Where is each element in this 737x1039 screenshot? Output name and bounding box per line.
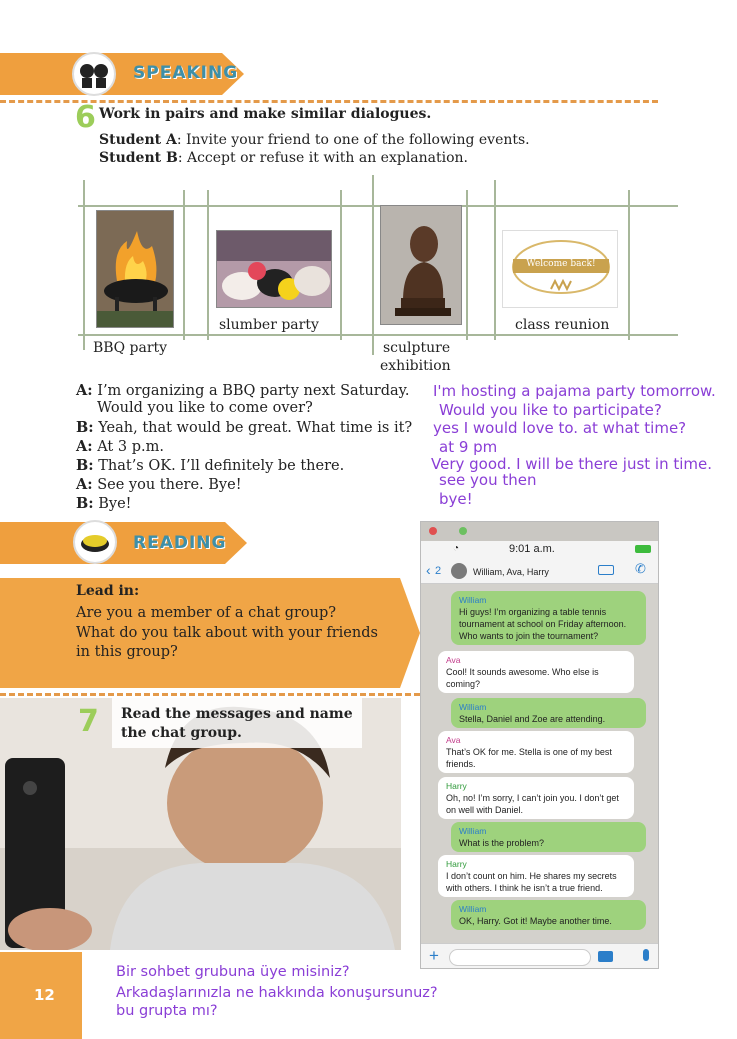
- welcome-back-banner-text: Welcome back!: [526, 259, 596, 269]
- grid-line: [207, 190, 209, 340]
- class-reunion-caption: class reunion: [515, 317, 610, 333]
- lead-in-title: Lead in:: [76, 583, 140, 599]
- chat-message: [438, 651, 634, 693]
- status-time: 9:01 a.m.: [509, 543, 555, 555]
- speaker-b: B:: [76, 457, 94, 474]
- task-7-title-line2: the chat group.: [121, 725, 242, 741]
- translation-line-1: Bir sohbet grubuna üye misiniz?: [116, 964, 350, 980]
- student-b-line: [99, 149, 468, 168]
- red-dot-icon: [429, 527, 437, 535]
- sculpture-caption-line2: exhibition: [380, 358, 451, 374]
- message-sender: Harry: [446, 859, 467, 869]
- message-sender: William: [459, 826, 487, 836]
- message-text: OK, Harry. Got it! Maybe another time.: [459, 916, 612, 926]
- speaker-a: A:: [76, 438, 93, 455]
- dialogue-text: See you there. Bye!: [97, 477, 242, 493]
- handwritten-line-1: I'm hosting a pajama party tomorrow.: [433, 382, 716, 400]
- speaking-divider: [0, 100, 658, 103]
- microphone-icon[interactable]: [643, 949, 649, 961]
- lead-in-question-3: in this group?: [76, 644, 178, 660]
- dialogue-text: Would you like to come over?: [97, 400, 313, 416]
- message-text: That’s OK for me. Stella is one of my best: [446, 747, 612, 757]
- chat-header: [421, 559, 659, 584]
- handwritten-line-2: Would you like to participate?: [439, 401, 662, 419]
- dialogue-text: That’s OK. I’ll definitely be there.: [98, 458, 345, 474]
- translation-line-3: bu grupta mı?: [116, 1003, 218, 1019]
- task-7-title-line1: Read the messages and name: [121, 706, 353, 722]
- message-sender: Ava: [446, 655, 461, 665]
- message-text: Cool! It sounds awesome. Who else is: [446, 667, 599, 677]
- phone-call-icon[interactable]: ✆: [635, 561, 646, 576]
- student-a-text: : Invite your friend to one of the following events.: [176, 132, 530, 148]
- group-members: William, Ava, Harry: [473, 567, 549, 577]
- message-sender: William: [459, 702, 487, 712]
- handwritten-line-5: Very good. I will be there just in time.: [431, 455, 713, 473]
- dialogue-line-7: [76, 494, 131, 514]
- phone-status-bar: [421, 541, 659, 559]
- message-text: coming?: [446, 679, 481, 689]
- reading-icon: [73, 520, 117, 564]
- student-a-label: Student A: [99, 132, 177, 148]
- chat-message: [438, 731, 634, 773]
- slumber-party-photo: [216, 230, 332, 308]
- message-text: Oh, no! I’m sorry, I can’t join you. I don’t get: [446, 793, 619, 803]
- grid-line: [78, 334, 678, 336]
- phone-top-bar: [421, 522, 659, 541]
- student-b-text: : Accept or refuse it with an explanation.: [177, 150, 469, 166]
- video-call-icon[interactable]: [598, 565, 614, 575]
- message-text: on well with Daniel.: [446, 805, 524, 815]
- grid-line: [628, 190, 630, 340]
- reading-title: READING: [133, 533, 227, 553]
- chat-message: [451, 591, 646, 645]
- lead-in-question-1: Are you a member of a chat group?: [76, 605, 337, 621]
- grid-line: [466, 190, 468, 340]
- grid-line: [494, 180, 496, 340]
- grid-line: [372, 175, 374, 355]
- sculpture-exhibition-photo: [380, 205, 462, 325]
- chat-message: [451, 698, 646, 728]
- dialogue-text: I’m organizing a BBQ party next Saturday.: [97, 383, 410, 399]
- message-sender: William: [459, 904, 487, 914]
- wifi-icon: ◔: [453, 543, 460, 554]
- task-7-number: 7: [78, 704, 99, 739]
- speaker-a: A:: [76, 476, 93, 493]
- group-avatar-icon: [451, 563, 467, 579]
- student-b-label: Student B: [99, 150, 178, 166]
- message-text: Stella, Daniel and Zoe are attending.: [459, 714, 606, 724]
- dialogue-text: At 3 p.m.: [97, 439, 164, 455]
- dialogue-line-4: [76, 437, 164, 457]
- message-sender: Ava: [446, 735, 461, 745]
- dialogue-text: Yeah, that would be great. What time is it?: [98, 420, 413, 436]
- chat-input-bar: [421, 943, 659, 969]
- message-text: with others. I think he isn’t a true friend.: [446, 883, 603, 893]
- handwritten-line-4: at 9 pm: [439, 438, 498, 456]
- translation-line-2: Arkadaşlarınızla ne hakkında konuşursunuz?: [116, 985, 438, 1001]
- grid-line: [340, 190, 342, 340]
- grid-line: [83, 180, 85, 350]
- dialogue-text: Bye!: [98, 496, 132, 512]
- message-text: I don’t count on him. He shares my secrets: [446, 871, 617, 881]
- message-input[interactable]: [449, 949, 591, 966]
- handwritten-line-7: bye!: [439, 490, 473, 508]
- dialogue-line-5: [76, 456, 344, 476]
- chat-message: [438, 855, 634, 897]
- battery-icon: [635, 545, 651, 553]
- lead-in-question-2: What do you talk about with your friends: [76, 625, 378, 641]
- message-text: tournament at school on Friday afternoon.: [459, 619, 627, 629]
- camera-icon[interactable]: [598, 951, 613, 962]
- message-text: Who wants to join the tournament?: [459, 631, 599, 641]
- dialogue-line-3: [76, 418, 412, 438]
- speaking-icon: [72, 52, 116, 96]
- dialogue-line-2: [97, 399, 313, 418]
- green-dot-icon: [459, 527, 467, 535]
- grid-line: [78, 205, 678, 207]
- add-attachment-icon[interactable]: +: [429, 946, 439, 965]
- message-sender: Harry: [446, 781, 467, 791]
- message-text: What is the problem?: [459, 838, 545, 848]
- slumber-party-caption: slumber party: [219, 317, 319, 333]
- task-6-title: Work in pairs and make similar dialogues.: [99, 106, 432, 122]
- chat-message: [451, 900, 646, 930]
- speaker-b: B:: [76, 495, 94, 512]
- handwritten-line-6: see you then: [439, 471, 537, 489]
- chat-message: [438, 777, 634, 819]
- back-count[interactable]: 2: [435, 565, 442, 577]
- message-sender: William: [459, 595, 487, 605]
- sculpture-caption-line1: sculpture: [383, 340, 451, 356]
- task-6-number: 6: [75, 100, 96, 135]
- speaker-b: B:: [76, 419, 94, 436]
- message-text: Hi guys! I’m organizing a table tennis: [459, 607, 607, 617]
- dialogue-line-1: [76, 381, 410, 401]
- speaking-title: SPEAKING: [133, 63, 239, 83]
- dialogue-line-6: [76, 475, 242, 495]
- back-chevron-icon[interactable]: ‹: [426, 562, 431, 578]
- page-number: 12: [34, 986, 55, 1004]
- chat-phone-screen: [420, 521, 659, 969]
- bbq-party-caption: BBQ party: [93, 340, 168, 356]
- student-a-line: [99, 131, 530, 150]
- chat-message: [451, 822, 646, 852]
- grid-line: [183, 190, 185, 340]
- handwritten-line-3: yes I would love to. at what time?: [433, 419, 687, 437]
- bbq-party-photo: [96, 210, 174, 328]
- speaker-a: A:: [76, 382, 93, 399]
- message-text: friends.: [446, 759, 476, 769]
- class-reunion-photo: [502, 230, 618, 308]
